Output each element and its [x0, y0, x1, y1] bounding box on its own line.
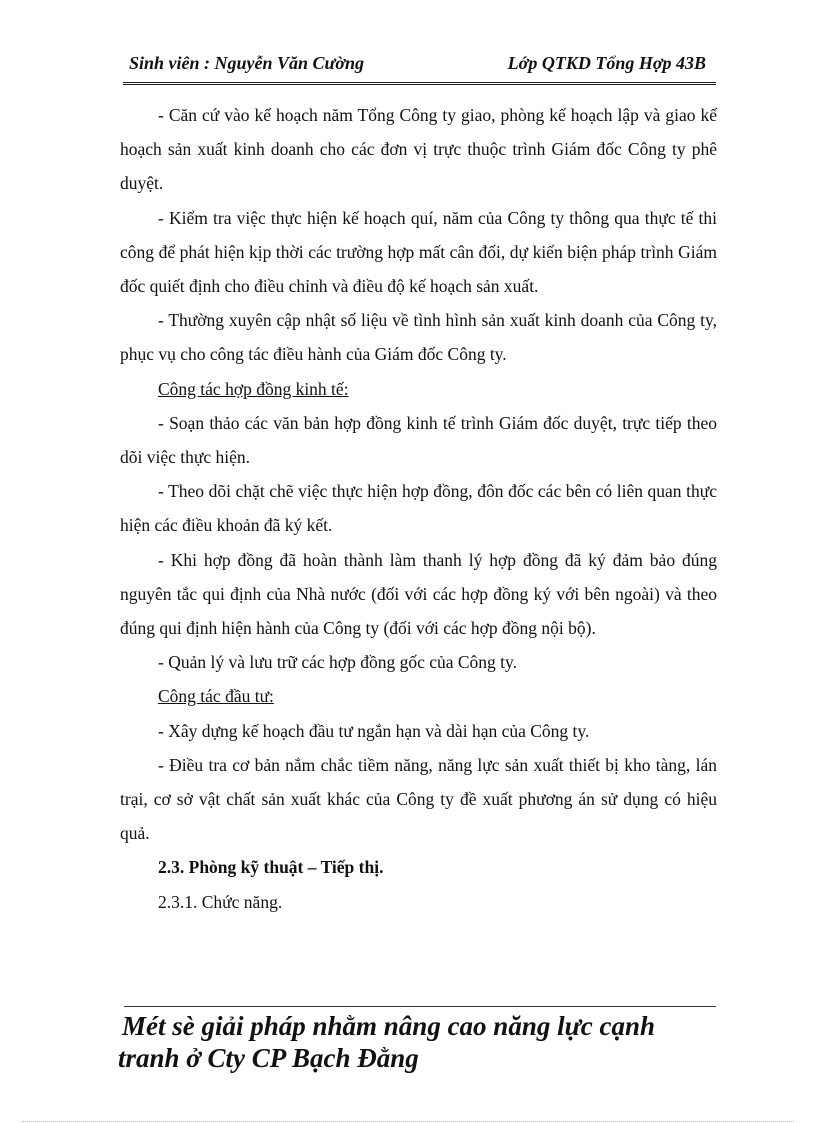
page-header: [123, 52, 716, 85]
footer-title-line2: tranh ở Cty CP Bạch Đằng: [118, 1043, 419, 1073]
paragraph: - Soạn thảo các văn bản hợp đồng kinh tế trình Giám đốc duyệt, trực tiếp theo dõi việc thực hiện.: [120, 412, 717, 468]
footer-title-line1: Mét sè giải pháp nhằm nâng cao năng lực cạnh: [122, 1011, 656, 1041]
footer-divider: [124, 1006, 716, 1007]
class-name: Lớp QTKD Tổng Hợp 43B: [507, 53, 706, 73]
paragraph: - Căn cứ vào kế hoạch năm Tổng Công ty giao, phòng kế hoạch lập và giao kế hoạch sản xuất kinh doanh cho các đơn vị trực thuộc trình Giám đốc Công ty phê duyệt.: [120, 105, 717, 194]
section-heading: 2.3. Phòng kỹ thuật – Tiếp thị.: [158, 857, 384, 878]
page-edge-divider: [22, 1121, 794, 1122]
paragraph: - Thường xuyên cập nhật số liệu về tình hình sản xuất kinh doanh của Công ty, phục vụ cho công tác điều hành của Giám đốc Công ty.: [120, 310, 717, 365]
subheading-economic-contracts: Công tác hợp đồng kinh tế:: [158, 378, 349, 399]
paragraph: - Xây dựng kế hoạch đầu tư ngắn hạn và dài hạn của Công ty.: [158, 720, 590, 741]
subsection-heading: 2.3.1. Chức năng.: [158, 891, 283, 912]
paragraph: - Quản lý và lưu trữ các hợp đồng gốc của Công ty.: [158, 652, 518, 673]
footer-title: [118, 1010, 718, 1074]
paragraph: - Điều tra cơ bản nắm chắc tiềm năng, năng lực sản xuất thiết bị kho tàng, lán trại, cơ sở vật chất sản xuất khác của Công ty đề xuất phương án sử dụng có hiệu quả.: [120, 754, 717, 844]
paragraph: - Khi hợp đồng đã hoàn thành làm thanh lý hợp đồng đã ký đảm bảo đúng nguyên tắc qui định của Nhà nước (đối với các hợp đồng ký với bên ngoài) và theo đúng qui định hiện hành của Công ty (đối với các hợp đồng nội bộ).: [120, 549, 717, 639]
paragraph: - Theo dõi chặt chẽ việc thực hiện hợp đồng, đôn đốc các bên có liên quan thực hiện các điều khoản đã ký kết.: [120, 481, 717, 536]
document-body: [120, 98, 717, 919]
paragraph: - Kiểm tra việc thực hiện kế hoạch quí, năm của Công ty thông qua thực tế thi công để phát hiện kịp thời các trường hợp mất cân đối, dự kiến biện pháp trình Giám đốc quiết định cho điều chỉnh và điều độ kế hoạch sản xuất.: [120, 207, 717, 297]
subheading-investment: Công tác đầu tư:: [158, 686, 274, 707]
student-name: Sinh viên : Nguyễn Văn Cường: [129, 53, 364, 73]
